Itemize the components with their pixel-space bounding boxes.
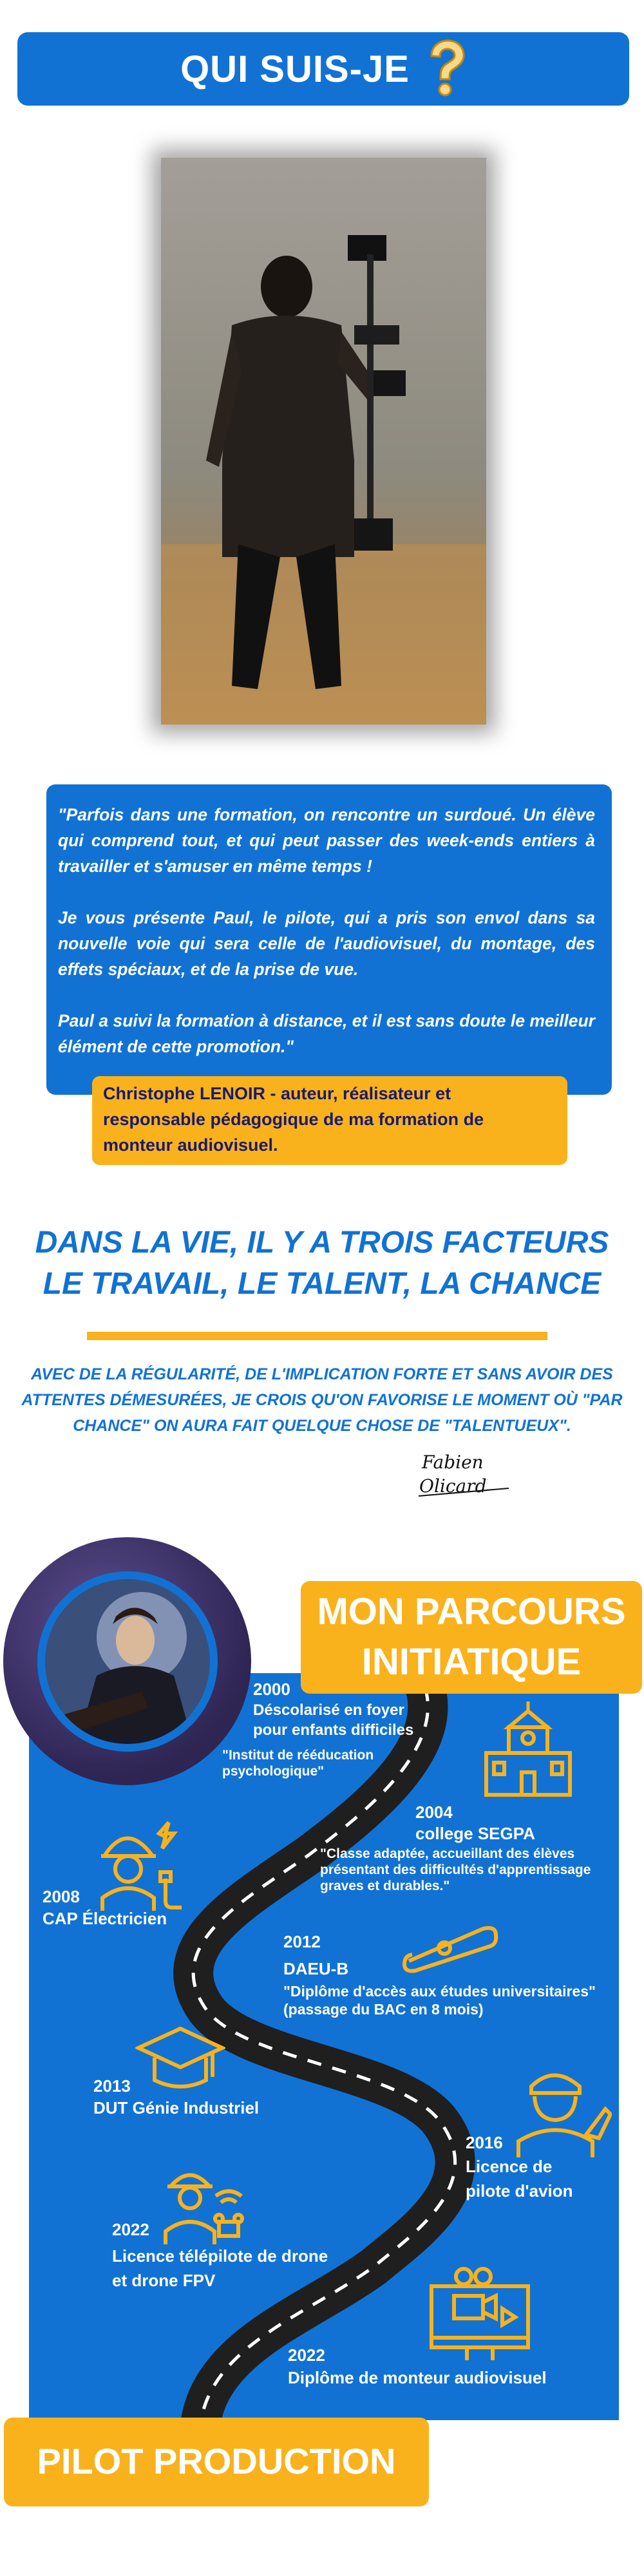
video-editing-icon <box>428 2267 531 2363</box>
testimonial-text <box>58 802 595 1085</box>
timeline-title: Licence de pilote d'avion <box>466 2157 573 2201</box>
timeline-title: college SEGPA <box>415 1824 535 1843</box>
signature-line1: Fabien <box>422 1452 484 1473</box>
timeline-title: Licence télépilote de drone et drone FPV <box>112 2246 328 2290</box>
timeline-year: 2004 <box>415 1803 453 1822</box>
testimonial-paragraph: Je vous présente Paul, le pilote, qui a pris son envol dans sa nouvelle voie qui sera celle de l'audiovisuel, du montage, des effets spéciaux, et de la prise de vue. <box>58 908 595 979</box>
factors-heading-line2: LE TRAVAIL, LE TALENT, LA CHANCE <box>43 1267 601 1301</box>
parcours-title <box>301 1587 642 1687</box>
timeline-title: CAP Électricien <box>43 1909 167 1928</box>
avatar <box>45 1579 210 1744</box>
page-title: QUI SUIS-JE <box>180 48 410 90</box>
header-banner <box>17 32 629 106</box>
timeline-title: Diplôme de monteur audiovisuel <box>288 2368 547 2387</box>
timeline-note: "Classe adaptée, accueillant des élèves présentant des difficultés d'apprentissage graves et durables." <box>320 1846 591 1893</box>
drone-pilot-icon <box>158 2161 248 2251</box>
timeline-title: DUT Génie Industriel <box>93 2098 260 2117</box>
signature-line2: Olicard <box>419 1475 487 1497</box>
timeline-year: 2013 <box>93 2076 131 2096</box>
timeline-note: "Diplôme d'accès aux études universitaires" (passage du BAC en 8 mois) <box>283 1983 596 2018</box>
factors-text: AVEC DE LA RÉGULARITÉ, DE L'IMPLICATION FORTE ET SANS AVOIR DES ATTENTES DÉMESURÉES, JE CROIS QU'ON FAVORISE LE MOMENT OÙ "PAR CHANCE" ON AURA FAIT QUELQUE CHOSE DE "TALENTUEUX". <box>21 1365 623 1435</box>
factors-heading <box>0 1222 644 1305</box>
question-mark-icon <box>426 39 466 99</box>
testimonial-paragraph: Paul a suivi la formation à distance, et il est sans doute le meilleur élément de cette promotion." <box>58 1011 595 1056</box>
timeline-year: 2022 <box>288 2345 325 2365</box>
diploma-icon <box>399 1916 509 1974</box>
timeline-year: 2016 <box>466 2133 503 2152</box>
school-icon <box>480 1698 576 1800</box>
graduation-cap-icon <box>135 2022 225 2093</box>
timeline-year: 2000 <box>253 1680 290 1699</box>
parcours-title-line1: MON PARCOURS <box>317 1591 626 1633</box>
timeline-title: DAEU-B <box>283 1959 349 1978</box>
timeline-year: 2008 <box>43 1887 80 1906</box>
signature <box>415 1446 512 1501</box>
operator-photo <box>161 158 486 724</box>
factors-heading-line1: DANS LA VIE, IL Y A TROIS FACTEURS <box>35 1226 609 1260</box>
timeline-note: "Institut de rééducation psychologique" <box>222 1748 374 1779</box>
pilot-icon <box>509 2058 612 2161</box>
brand-name: PILOT PRODUCTION <box>37 2441 396 2481</box>
timeline-year: 2012 <box>283 1932 321 1951</box>
testimonial-author: Christophe LENOIR - auteur, réalisateur et responsable pédagogique de ma formation de monteur audiovisuel. <box>103 1084 484 1155</box>
timeline-year: 2022 <box>112 2220 149 2239</box>
testimonial-paragraph: "Parfois dans une formation, on rencontre un surdoué. Un élève qui comprend tout, et qui peut passer des week-ends entiers à travailler et s'amuser en même temps ! <box>58 805 595 876</box>
timeline-title: Déscolarisé en foyer pour enfants difficiles <box>253 1701 414 1739</box>
parcours-title-line2: INITIATIQUE <box>361 1641 582 1683</box>
electrician-icon <box>91 1817 188 1914</box>
divider <box>87 1332 547 1340</box>
